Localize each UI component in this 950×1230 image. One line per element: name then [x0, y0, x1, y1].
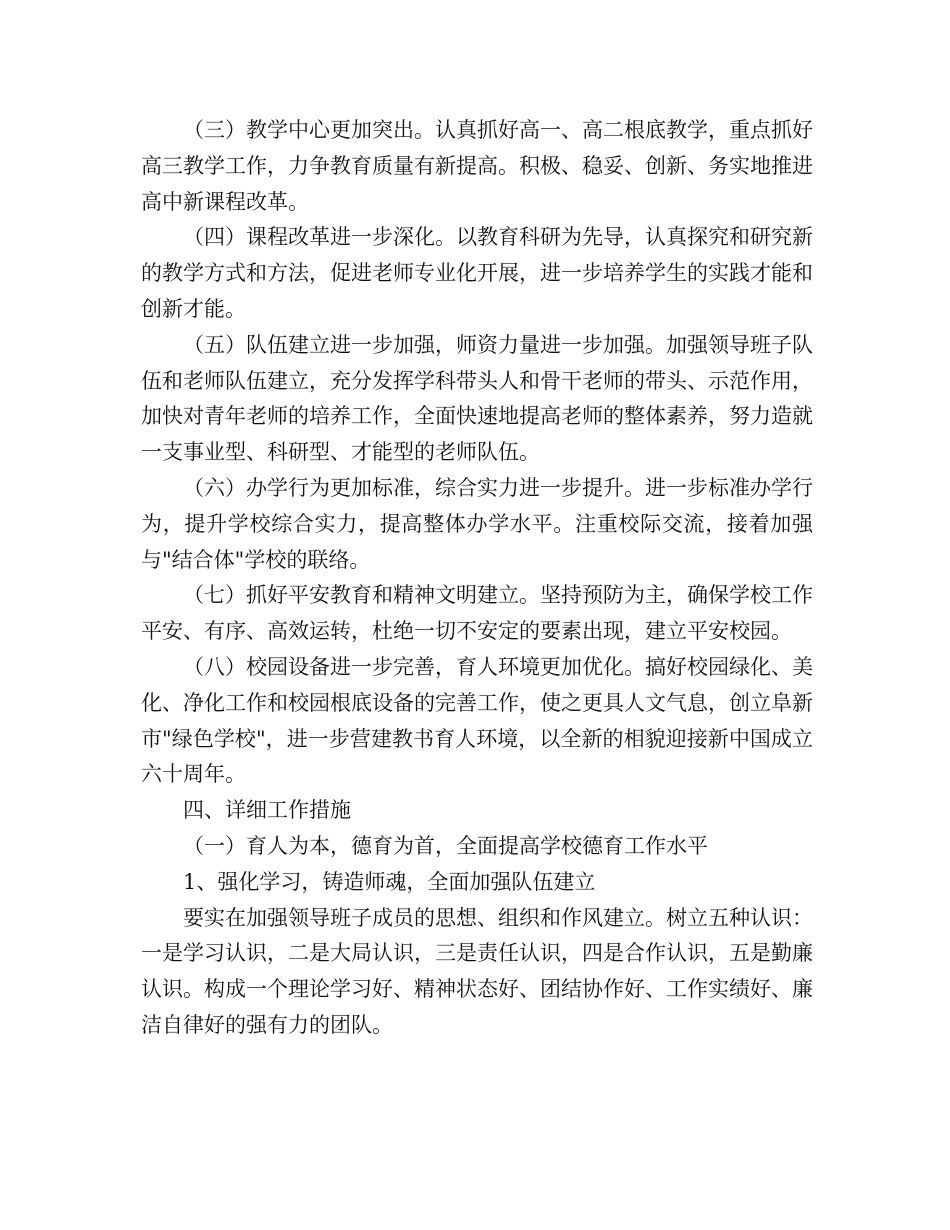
heading-work-measures: 四、详细工作措施 [183, 798, 351, 823]
document-body [141, 113, 813, 1044]
paragraph-section-8: （八）校园设备进一步完善，育人环境更加优化。搞好校园绿化、美化、净化工作和校园根底设备的完善工作，使之更具人文气息，创立阜新市"绿色学校"，进一步营建教书育人环境，以全新的相貌迎接新中国成立六十周年。 [141, 654, 813, 787]
paragraph-section-5: （五）队伍建立进一步加强，师资力量进一步加强。加强领导班子队伍和老师队伍建立，充分发挥学科带头人和骨干老师的带头、示范作用，加快对青年老师的培养工作，全面快速地提高老师的整体素养，努力造就一支事业型、科研型、才能型的老师队伍。 [141, 332, 813, 465]
subheading-team-building: 1、强化学习，铸造师魂，全面加强队伍建立 [183, 869, 596, 894]
paragraph-section-6: （六）办学行为更加标准，综合实力进一步提升。进一步标准办学行为，提升学校综合实力，提高整体办学水平。注重校际交流，接着加强与"结合体"学校的联络。 [141, 475, 813, 572]
paragraph-section-3: （三）教学中心更加突出。认真抓好高一、高二根底教学，重点抓好高三教学工作，力争教育质量有新提高。积极、稳妥、创新、务实地推进高中新课程改革。 [141, 118, 813, 214]
paragraph-leadership: 要实在加强领导班子成员的思想、组织和作风建立。树立五种认识：一是学习认识，二是大局认识，三是责任认识，四是合作认识，五是勤廉认识。构成一个理论学习好、精神状态好、团结协作好、工作实绩好、廉洁自律好的强有力的团队。 [141, 905, 813, 1037]
subheading-moral-education: （一）育人为本，德育为首，全面提高学校德育工作水平 [183, 833, 708, 858]
paragraph-section-4: （四）课程改革进一步深化。以教育科研为先导，认真探究和研究新的教学方式和方法，促进老师专业化开展，进一步培养学生的实践才能和创新才能。 [141, 225, 813, 321]
paragraph-section-7: （七）抓好平安教育和精神文明建立。坚持预防为主，确保学校工作平安、有序、高效运转，杜绝一切不安定的要素出现，建立平安校园。 [141, 583, 813, 644]
